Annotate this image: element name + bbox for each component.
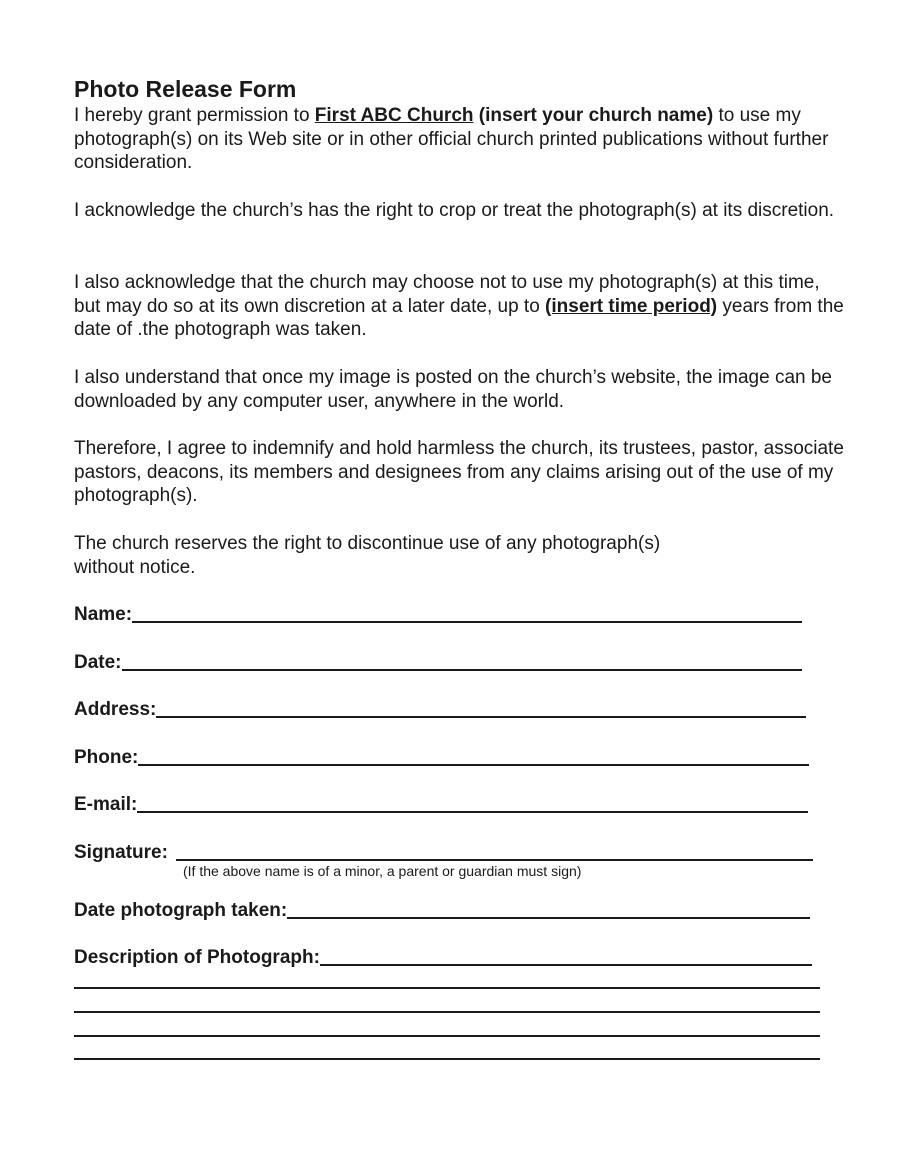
permission-rest-text: to use my photograph(s) on its Web site or in other official church printed publications without further consideration.: [74, 105, 829, 173]
crop-paragraph: I acknowledge the church’s has the right to crop or treat the photograph(s) at its discretion.: [74, 200, 835, 221]
signature-field[interactable]: [74, 838, 813, 864]
usage-intro-text: I also acknowledge that the church may choose not to use my photograph(s) at this time, but may do so at its own discretion at a later date, up to: [74, 272, 820, 317]
discontinue-line-1: The church reserves the right to discontinue use of any photograph(s): [74, 533, 661, 554]
date-taken-label: Date photograph taken:: [74, 900, 288, 921]
church-name-instruction: (insert your church name): [473, 105, 714, 126]
date-label: Date:: [74, 652, 122, 673]
page-title: Photo Release Form: [74, 76, 297, 102]
date-taken-field[interactable]: [74, 896, 810, 922]
discontinue-paragraph: [74, 532, 844, 579]
description-label: Description of Photograph:: [74, 947, 320, 968]
address-field[interactable]: [74, 695, 806, 721]
description-field[interactable]: [74, 943, 812, 969]
email-field[interactable]: [74, 790, 808, 816]
date-taken-input-line[interactable]: [287, 917, 810, 919]
download-paragraph: I also understand that once my image is posted on the church’s website, the image can be downloaded by any computer user, anywhere in the world.: [74, 367, 832, 412]
usage-rest-text: years from the date of .the photograph was taken.: [74, 295, 844, 340]
permission-intro-text: I hereby grant permission to: [74, 105, 315, 126]
date-field[interactable]: [74, 648, 802, 674]
time-period-instruction: (insert time period): [545, 295, 718, 317]
address-input-line[interactable]: [156, 716, 806, 718]
name-input-line[interactable]: [132, 621, 802, 623]
usage-paragraph: [74, 271, 844, 342]
discontinue-line-2: without notice.: [74, 556, 196, 578]
description-line-3[interactable]: [74, 1011, 820, 1013]
indemnify-paragraph: Therefore, I agree to indemnify and hold harmless the church, its trustees, pastor, associate pastors, deacons, its members and designees from any claims arising out of the use of my photograph(s).: [74, 438, 844, 506]
description-input-line[interactable]: [320, 964, 812, 966]
phone-input-line[interactable]: [138, 764, 809, 766]
date-input-line[interactable]: [122, 669, 802, 671]
name-field[interactable]: [74, 600, 802, 626]
address-label: Address:: [74, 699, 157, 720]
signature-note: (If the above name is of a minor, a parent or guardian must sign): [183, 863, 582, 879]
signature-input-line[interactable]: [176, 859, 813, 861]
name-label: Name:: [74, 604, 133, 625]
email-label: E-mail:: [74, 794, 138, 815]
description-line-2[interactable]: [74, 987, 820, 989]
phone-label: Phone:: [74, 747, 139, 768]
church-name: First ABC Church: [314, 105, 474, 126]
email-input-line[interactable]: [137, 811, 808, 813]
permission-paragraph: [74, 104, 844, 175]
phone-field[interactable]: [74, 743, 809, 769]
signature-label: Signature:: [74, 842, 168, 863]
description-line-4[interactable]: [74, 1035, 820, 1037]
description-line-5[interactable]: [74, 1058, 820, 1060]
